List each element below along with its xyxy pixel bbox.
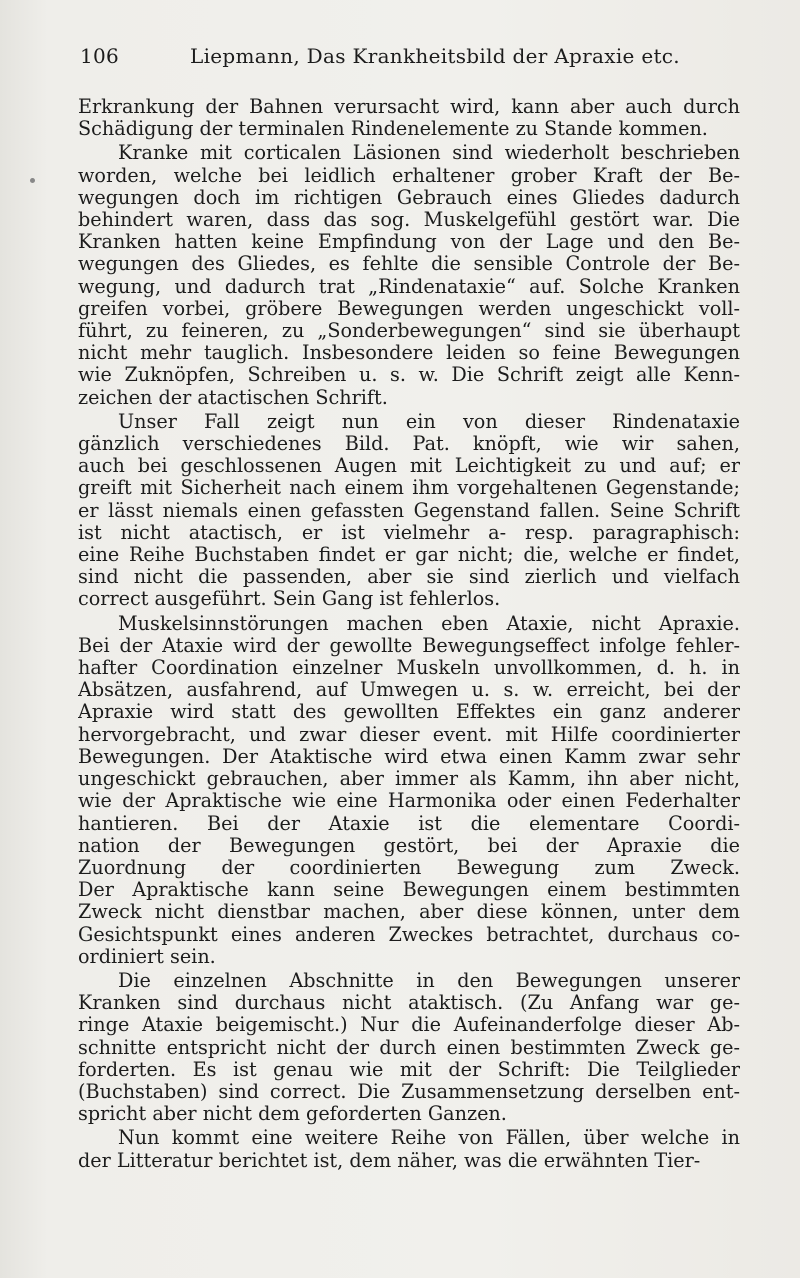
text-line: Bei der Ataxie wird der gewollte Bewegungseffect infolge fehler- [78, 634, 740, 657]
text-line: wie der Apraktische wie eine Harmonika oder einen Federhalter [78, 790, 740, 813]
running-head: Liepmann, Das Krankheitsbild der Apraxie etc. [190, 44, 680, 68]
text-line: Der Apraktische kann seine Bewegungen einem bestimmten [78, 879, 740, 902]
text-line: Apraxie wird statt des gewollten Effektes ein ganz anderer [78, 701, 740, 724]
text-line: Gesichtspunkt eines anderen Zweckes betrachtet, durchaus co- [78, 923, 740, 946]
text-line: Schädigung der terminalen Rindenelemente zu Stande kommen. [78, 118, 708, 141]
text-line: hantieren. Bei der Ataxie ist die elementare Coordi- [78, 812, 740, 835]
text-line: Nun kommt eine weitere Reihe von Fällen, über welche in [118, 1127, 740, 1150]
text-line: ringe Ataxie beigemischt.) Nur die Aufeinanderfolge dieser Ab- [78, 1014, 740, 1037]
margin-speck [30, 178, 35, 183]
text-line: worden, welche bei leidlich erhaltener grober Kraft der Be- [78, 164, 740, 187]
text-line: ordiniert sein. [78, 945, 216, 968]
text-line: er lässt niemals einen gefassten Gegenstand fallen. Seine Schrift [78, 499, 740, 522]
text-line: nicht mehr tauglich. Insbesondere leiden so feine Bewegungen [78, 342, 740, 365]
text-line: hafter Coordination einzelner Muskeln unvollkommen, d. h. in [78, 657, 740, 680]
text-line: wegungen des Gliedes, es fehlte die sensible Controle der Be- [78, 253, 740, 276]
text-line: greifen vorbei, gröbere Bewegungen werden ungeschickt voll- [78, 297, 740, 320]
text-line: eine Reihe Buchstaben findet er gar nicht; die, welche er findet, [78, 544, 740, 567]
text-line: (Buchstaben) sind correct. Die Zusammensetzung derselben ent- [78, 1080, 740, 1103]
text-line: ungeschickt gebrauchen, aber immer als Kamm, ihn aber nicht, [78, 768, 740, 791]
paragraph [78, 142, 740, 408]
paragraph [78, 613, 740, 968]
text-line: Absätzen, ausfahrend, auf Umwegen u. s. w. erreicht, bei der [78, 679, 740, 702]
paragraph [78, 1127, 740, 1171]
text-line: Kranken hatten keine Empfindung von der Lage und den Be- [78, 231, 740, 254]
text-line: Bewegungen. Der Ataktische wird etwa einen Kamm zwar sehr [78, 745, 740, 768]
text-line: correct ausgeführt. Sein Gang ist fehlerlos. [78, 588, 501, 611]
text-line: behindert waren, dass das sog. Muskelgefühl gestört war. Die [78, 209, 740, 232]
text-line: wie Zuknöpfen, Schreiben u. s. w. Die Schrift zeigt alle Kenn- [78, 364, 740, 387]
text-line: wegung, und dadurch trat „Rindenataxie“ auf. Solche Kranken [78, 275, 740, 298]
text-line: Zuordnung der coordinierten Bewegung zum Zweck. [78, 856, 740, 879]
text-line: ist nicht atactisch, er ist vielmehr a- resp. paragraphisch: [78, 521, 740, 544]
text-line: wegungen doch im richtigen Gebrauch eines Gliedes dadurch [78, 186, 740, 209]
text-line: sind nicht die passenden, aber sie sind zierlich und vielfach [78, 566, 740, 589]
text-line: hervorgebracht, und zwar dieser event. mit Hilfe coordinierter [78, 723, 740, 746]
text-line: forderten. Es ist genau wie mit der Schrift: Die Teilglieder [78, 1058, 740, 1081]
text-line: Kranke mit corticalen Läsionen sind wiederholt beschrieben [118, 142, 740, 165]
text-line: führt, zu feineren, zu „Sonderbewegungen“ sind sie überhaupt [78, 320, 740, 343]
text-line: nation der Bewegungen gestört, bei der Apraxie die [78, 834, 740, 857]
text-line: Unser Fall zeigt nun ein von dieser Rindenataxie [118, 410, 740, 433]
text-line: Zweck nicht dienstbar machen, aber diese können, unter dem [78, 901, 740, 924]
page-number: 106 [80, 44, 120, 68]
text-line: gänzlich verschiedenes Bild. Pat. knöpft, wie wir sahen, [78, 433, 740, 456]
text-line: Muskelsinnstörungen machen eben Ataxie, nicht Apraxie. [118, 612, 740, 635]
paragraph [78, 96, 740, 140]
text-line: auch bei geschlossenen Augen mit Leichtigkeit zu und auf; er [78, 455, 740, 478]
text-line: Kranken sind durchaus nicht ataktisch. (Zu Anfang war ge- [78, 992, 740, 1015]
paragraph [78, 970, 740, 1125]
text-line: greift mit Sicherheit nach einem ihm vorgehaltenen Gegenstande; [78, 477, 740, 500]
text-line: der Litteratur berichtet ist, dem näher, was die erwähnten Tier- [78, 1149, 701, 1172]
text-line: Die einzelnen Abschnitte in den Bewegungen unserer [118, 969, 740, 992]
text-line: zeichen der atactischen Schrift. [78, 386, 388, 409]
text-line: Erkrankung der Bahnen verursacht wird, kann aber auch durch [78, 96, 740, 118]
text-line: schnitte entspricht nicht der durch einen bestimmten Zweck ge- [78, 1036, 740, 1059]
body-text [78, 96, 740, 1172]
text-line: spricht aber nicht dem geforderten Ganzen. [78, 1103, 507, 1126]
paragraph [78, 411, 740, 611]
